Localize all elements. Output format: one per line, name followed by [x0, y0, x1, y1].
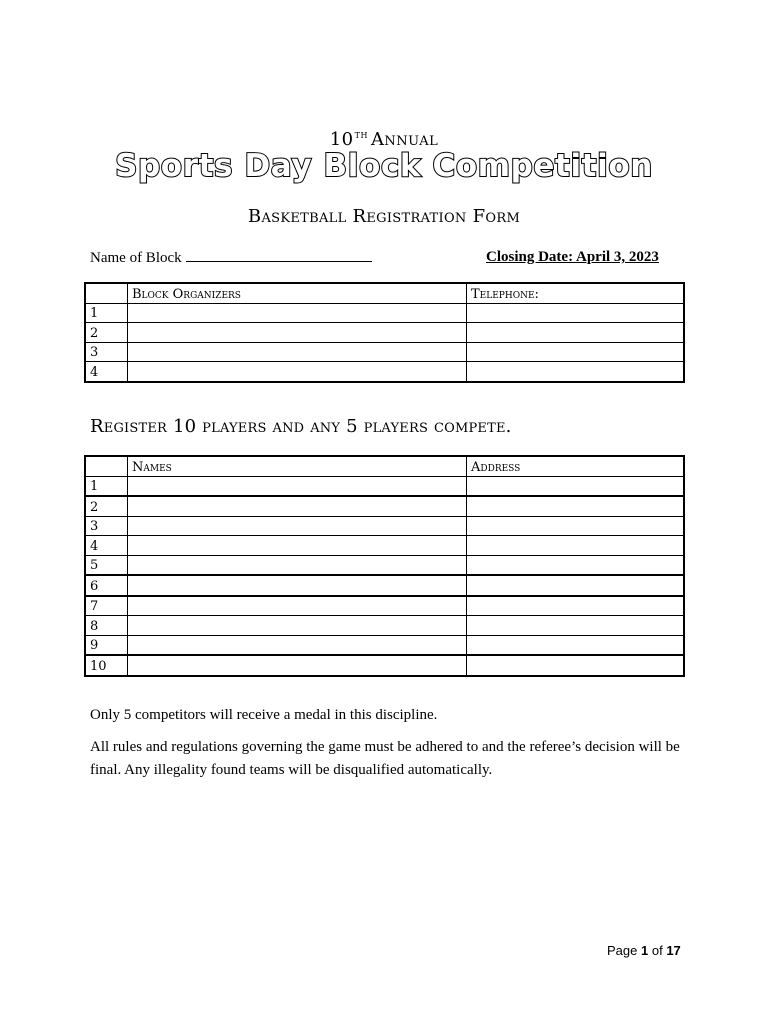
block-name-blank[interactable]: [186, 249, 372, 262]
table-row: [85, 496, 684, 516]
closing-date: Closing Date: April 3, 2023: [486, 249, 659, 265]
organizer-telephone-cell[interactable]: [467, 362, 685, 382]
player-address-cell[interactable]: [467, 575, 685, 596]
player-name-cell[interactable]: [128, 536, 467, 556]
row-number: 4: [85, 362, 128, 382]
form-subtitle: Basketball Registration Form: [247, 206, 521, 227]
players-table: [84, 455, 685, 677]
player-address-cell[interactable]: [467, 476, 685, 496]
player-address-cell[interactable]: [467, 536, 685, 556]
annual-number: 10: [329, 129, 354, 150]
organizer-name-cell[interactable]: [128, 342, 467, 362]
row-number: 1: [85, 476, 128, 496]
player-address-cell[interactable]: [467, 596, 685, 616]
table-row: [85, 616, 684, 636]
table-row: [85, 536, 684, 556]
table-row: [85, 362, 684, 382]
player-name-cell[interactable]: [128, 555, 467, 575]
row-number: 8: [85, 616, 128, 636]
row-number: 1: [85, 303, 128, 323]
table-row: [85, 635, 684, 655]
rules-note: All rules and regulations governing the game must be adhered to and the referee’s decision will be final. Any illegality found teams will be disqualified automatically.: [90, 739, 680, 778]
player-name-cell[interactable]: [128, 476, 467, 496]
annual-line: [0, 128, 768, 150]
organizer-telephone-cell[interactable]: [467, 303, 685, 323]
player-address-cell[interactable]: [467, 655, 685, 676]
page-word: Page: [607, 943, 638, 958]
organizer-name-cell[interactable]: [128, 303, 467, 323]
player-name-cell[interactable]: [128, 496, 467, 516]
row-number: 6: [85, 575, 128, 596]
player-address-cell[interactable]: [467, 635, 685, 655]
player-address-cell[interactable]: [467, 516, 685, 536]
row-number: 7: [85, 596, 128, 616]
organizer-telephone-cell[interactable]: [467, 342, 685, 362]
table-row: [85, 596, 684, 616]
medal-note: Only 5 competitors will receive a medal in this discipline.: [90, 707, 438, 723]
player-address-cell[interactable]: [467, 616, 685, 636]
row-number: 2: [85, 496, 128, 516]
annual-superscript: th: [354, 128, 368, 141]
row-number: 3: [85, 342, 128, 362]
players-header-address: Address: [467, 456, 685, 476]
player-name-cell[interactable]: [128, 575, 467, 596]
player-name-cell[interactable]: [128, 635, 467, 655]
row-number: 2: [85, 323, 128, 343]
table-row: [85, 555, 684, 575]
row-number: 10: [85, 655, 128, 676]
organizer-telephone-cell[interactable]: [467, 323, 685, 343]
organizers-table: [84, 282, 685, 383]
player-address-cell[interactable]: [467, 496, 685, 516]
organizer-name-cell[interactable]: [128, 362, 467, 382]
total-pages: 17: [666, 943, 681, 958]
annual-word: Annual: [370, 129, 439, 150]
row-number: 3: [85, 516, 128, 536]
player-name-cell[interactable]: [128, 655, 467, 676]
table-row: [85, 323, 684, 343]
players-header-num: [85, 456, 128, 476]
organizers-header-row: [85, 283, 684, 303]
table-row: [85, 342, 684, 362]
table-row: [85, 575, 684, 596]
row-number: 4: [85, 536, 128, 556]
block-name-line: [90, 249, 372, 267]
page-title: Sports Day Block Competition: [115, 148, 653, 184]
table-row: [85, 303, 684, 323]
table-row: [85, 655, 684, 676]
player-name-cell[interactable]: [128, 616, 467, 636]
players-header-names: Names: [128, 456, 467, 476]
table-row: [85, 516, 684, 536]
page-number: [607, 943, 681, 958]
player-name-cell[interactable]: [128, 516, 467, 536]
players-header-row: [85, 456, 684, 476]
player-name-cell[interactable]: [128, 596, 467, 616]
current-page: 1: [641, 943, 649, 958]
organizers-header-name: Block Organizers: [128, 283, 467, 303]
table-row: [85, 476, 684, 496]
player-address-cell[interactable]: [467, 555, 685, 575]
row-number: 5: [85, 555, 128, 575]
row-number: 9: [85, 635, 128, 655]
block-name-label: Name of Block: [90, 250, 182, 266]
register-heading: Register 10 players and any 5 players compete.: [90, 416, 512, 437]
organizers-header-telephone: Telephone:: [467, 283, 685, 303]
organizer-name-cell[interactable]: [128, 323, 467, 343]
organizers-header-num: [85, 283, 128, 303]
of-word: of: [651, 943, 663, 958]
